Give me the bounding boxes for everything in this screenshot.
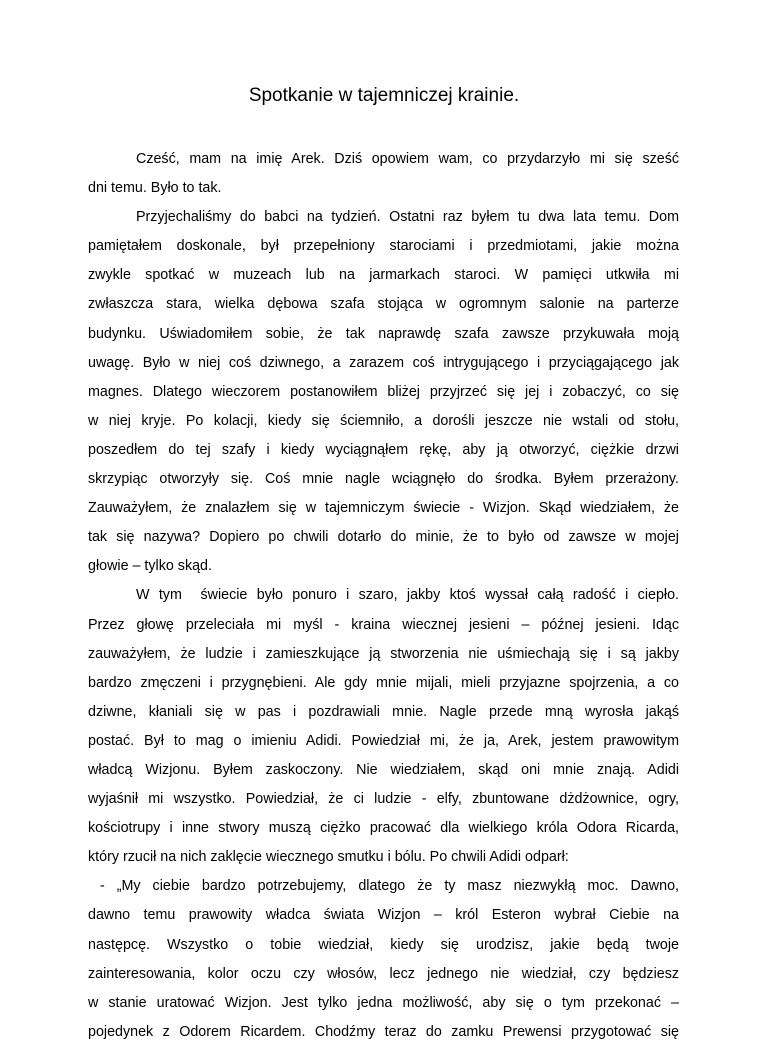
text-line: w stanie uratować Wizjon. Jest tylko jedna możliwość, aby się o tym przekonać – bbox=[88, 994, 679, 1011]
text-line: - „My ciebie bardzo potrzebujemy, dlatego że ty masz niezwykłą moc. Dawno, bbox=[88, 878, 679, 895]
text-line: wyjaśnił mi wszystko. Powiedział, że ci ludzie - elfy, zbuntowane dżdżownice, ogry, bbox=[88, 791, 679, 808]
text-line: zainteresowania, kolor oczu czy włosów, lecz jednego nie wiedział, czy będziesz bbox=[88, 965, 679, 982]
text-line: dawno temu prawowity władca świata Wizjon – król Esteron wybrał Ciebie na bbox=[88, 907, 679, 924]
text-line: dziwne, kłaniali się w pas i pozdrawiali mnie. Nagle przede mną wyrosła jakąś bbox=[88, 703, 679, 720]
text-line: poszedłem do tej szafy i kiedy wyciągnąłem rękę, aby ją otworzyć, ciężkie drzwi bbox=[88, 441, 679, 458]
text-line: tak się nazywa? Dopiero po chwili dotarło do minie, że to było od zawsze w mojej bbox=[88, 529, 679, 546]
text-line: Zauważyłem, że znalazłem się w tajemniczym świecie - Wizjon. Skąd wiedziałem, że bbox=[88, 500, 679, 517]
text-line: skrzypiąc otworzyły się. Coś mnie nagle wciągnęło do środka. Byłem przerażony. bbox=[88, 471, 679, 488]
text-line: który rzucił na nich zaklęcie wiecznego smutku i bólu. Po chwili Adidi odparł: bbox=[88, 849, 569, 866]
text-line: Przyjechaliśmy do babci na tydzień. Ostatni raz byłem tu dwa lata temu. Dom bbox=[136, 209, 679, 226]
document-title: Spotkanie w tajemniczej krainie. bbox=[248, 85, 520, 106]
text-line: budynku. Uświadomiłem sobie, że tak naprawdę szafa zawsze przykuwała moją bbox=[88, 325, 679, 342]
text-line: Cześć, mam na imię Arek. Dziś opowiem wam, co przydarzyło mi się sześć bbox=[136, 151, 679, 167]
text-line: uwagę. Było w niej coś dziwnego, a zarazem coś intrygującego i przyciągającego jak bbox=[88, 354, 679, 371]
text-line: głowie – tylko skąd. bbox=[88, 558, 212, 575]
text-line: następcę. Wszystko o tobie wiedział, kiedy się urodzisz, jakie będą twoje bbox=[88, 936, 679, 953]
document-body bbox=[88, 145, 679, 1047]
text-line: dni temu. Było to tak. bbox=[88, 180, 222, 197]
text-line: pamiętałem doskonale, był przepełniony starociami i przedmiotami, jakie można bbox=[88, 238, 679, 255]
text-line: kościotrupy i inne stwory muszą ciężko pracować dla wielkiego króla Odora Ricarda, bbox=[88, 820, 679, 837]
text-line: zauważyłem, że ludzie i zamieszkujące ją stworzenia nie uśmiechają się i są jakby bbox=[88, 645, 679, 662]
text-line: w niej kryje. Po kolacji, kiedy się ściemniło, a dorośli jeszcze nie wstali od stołu, bbox=[88, 412, 679, 429]
text-line: bardzo zmęczeni i przygnębieni. Ale gdy mnie mijali, mieli przyjazne spojrzenia, a co bbox=[88, 674, 679, 691]
text-line: postać. Był to mag o imieniu Adidi. Powiedział mi, że ja, Arek, jestem prawowitym bbox=[88, 732, 679, 749]
text-line: pojedynek z Odorem Ricardem. Chodźmy teraz do zamku Prewensi przygotować się bbox=[88, 1023, 679, 1040]
text-line: magnes. Dlatego wieczorem postanowiłem bliżej przyjrzeć się jej i zobaczyć, co się bbox=[88, 383, 679, 400]
text-line: władcą Wizjonu. Byłem zaskoczony. Nie wiedziałem, skąd oni mnie znają. Adidi bbox=[88, 761, 679, 778]
text-line: zwłaszcza stara, wielka dębowa szafa stojąca w ogromnym salonie na parterze bbox=[88, 296, 679, 313]
text-line: W tym świecie było ponuro i szaro, jakby ktoś wyssał całą radość i ciepło. bbox=[136, 587, 679, 604]
text-line: zwykle spotkać w muzeach lub na jarmarkach staroci. W pamięci utkwiła mi bbox=[88, 267, 679, 284]
text-line: Przez głowę przeleciała mi myśl - kraina wiecznej jesieni – późnej jesieni. Idąc bbox=[88, 616, 679, 633]
